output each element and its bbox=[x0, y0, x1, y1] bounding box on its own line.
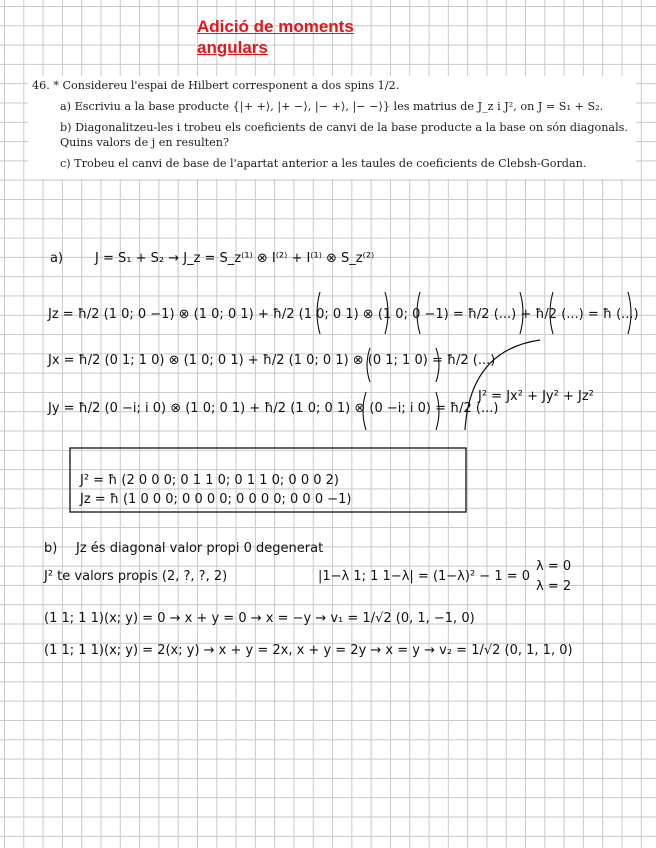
part-a-label: a) bbox=[50, 251, 64, 266]
part-b-line3: (1 1; 1 1)(x; y) = 0 → x + y = 0 → x = −y → v₁ = 1/√2 (0, 1, −1, 0) bbox=[44, 611, 475, 626]
problem-part-c: c) Trobeu el canvi de base de l'apartat anterior a les taules de coeficients de Clebsh-Gordan. bbox=[60, 157, 587, 170]
problem-part-b: b) Diagonalitzeu-les i trobeu els coeficients de canvi de la base producte a la base on són diagonals. Quins valors de j en resulten? bbox=[60, 121, 628, 149]
jy-expression: Jy = ħ/2 (0 −i; i 0) ⊗ (1 0; 0 1) + ħ/2 (1 0; 0 1) ⊗ (0 −i; i 0) = ħ/2 (...) bbox=[48, 401, 499, 416]
box-j2-matrix: J² = ħ (2 0 0 0; 0 1 1 0; 0 1 1 0; 0 0 0 2) bbox=[80, 473, 339, 488]
root-lambda-0: λ = 0 bbox=[536, 559, 572, 574]
problem-part-a: a) Escriviu a la base producte {|+ +⟩, |+ −⟩, |− +⟩, |− −⟩} les matrius de J_z i J², on J = S₁ + S₂. bbox=[60, 100, 604, 113]
problem-intro: 46. * Considereu l'espai de Hilbert corresponent a dos spins 1/2. bbox=[32, 79, 400, 92]
part-b-line2: J² te valors propis (2, ?, ?, 2) bbox=[44, 569, 228, 584]
jx-expression: Jx = ħ/2 (0 1; 1 0) ⊗ (1 0; 0 1) + ħ/2 (1 0; 0 1) ⊗ (0 1; 1 0) = ħ/2 (...) bbox=[48, 353, 496, 368]
jz-expression: Jz = ħ/2 (1 0; 0 −1) ⊗ (1 0; 0 1) + ħ/2 (1 0; 0 1) ⊗ (1 0; 0 −1) = ħ/2 (...) + ħ/2 (...) = ħ (...) bbox=[48, 307, 639, 322]
part-a-definition: J = S₁ + S₂ → J_z = S_z⁽¹⁾ ⊗ I⁽²⁾ + I⁽¹⁾ ⊗ S_z⁽²⁾ bbox=[95, 251, 375, 266]
part-b-line1: Jz és diagonal valor propi 0 degenerat bbox=[76, 541, 324, 556]
j2-definition: J² = Jx² + Jy² + Jz² bbox=[478, 389, 594, 404]
part-b-label: b) bbox=[44, 541, 58, 556]
root-lambda-2: λ = 2 bbox=[536, 579, 572, 594]
part-b-determinant: |1−λ 1; 1 1−λ| = (1−λ)² − 1 = 0 bbox=[318, 569, 531, 584]
box-jz-matrix: Jz = ħ (1 0 0 0; 0 0 0 0; 0 0 0 0; 0 0 0 −1) bbox=[80, 492, 352, 507]
page-title: Adició de moments angulars bbox=[197, 17, 354, 57]
part-b-line4: (1 1; 1 1)(x; y) = 2(x; y) → x + y = 2x, x + y = 2y → x = y → v₂ = 1/√2 (0, 1, 1, 0) bbox=[44, 643, 573, 658]
